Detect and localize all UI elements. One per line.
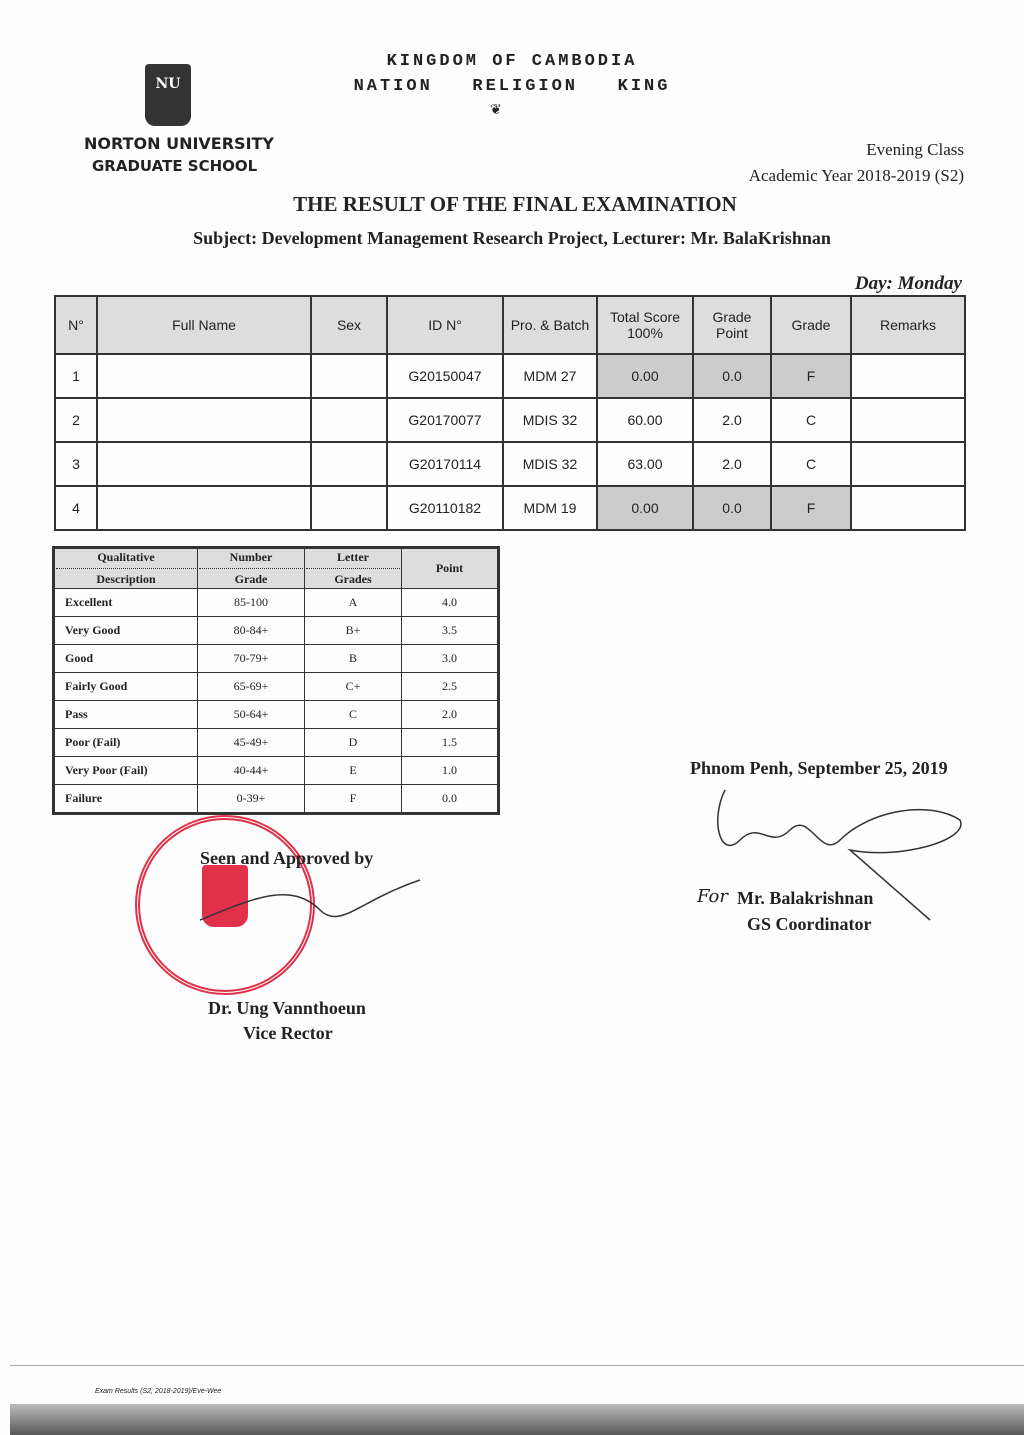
scale-header: Point — [435, 561, 464, 575]
letter-grade-cell: F — [305, 785, 402, 814]
scale-header: Letter — [337, 550, 369, 564]
grade-cell: F — [771, 486, 851, 530]
table-row — [55, 354, 965, 398]
motto: NATION RELIGION KING — [353, 77, 671, 96]
table-row — [55, 486, 965, 530]
grade-point-cell: 2.0 — [693, 442, 771, 486]
letter-grade-cell: D — [305, 729, 402, 757]
col-header: ID N° — [387, 296, 503, 354]
approval-label: Seen and Approved by — [200, 848, 374, 868]
program-batch-cell: MDIS 32 — [503, 398, 597, 442]
student-id-cell: G20150047 — [387, 354, 503, 398]
grade-cell: C — [771, 442, 851, 486]
signer-role: GS Coordinator — [747, 914, 872, 934]
sex-cell — [311, 354, 387, 398]
letter-grade-cell: E — [305, 757, 402, 785]
description-cell: Good — [54, 645, 198, 673]
row-number-cell: 1 — [55, 354, 97, 398]
number-grade-cell: 0-39+ — [198, 785, 305, 814]
letter-grade-cell: C+ — [305, 673, 402, 701]
sex-cell — [311, 486, 387, 530]
exam-day: Day: Monday — [854, 273, 962, 294]
letter-grade-cell: B+ — [305, 617, 402, 645]
scale-row — [54, 701, 499, 729]
point-cell: 1.5 — [402, 729, 499, 757]
full-name-cell — [97, 486, 311, 530]
subject-line: Subject: Development Management Research Project, Lecturer: Mr. BalaKrishnan — [193, 228, 831, 248]
point-cell: 2.5 — [402, 673, 499, 701]
remarks-cell — [851, 398, 965, 442]
signer-name: Mr. Balakrishnan — [737, 888, 874, 908]
number-grade-cell: 70-79+ — [198, 645, 305, 673]
grade-cell: C — [771, 398, 851, 442]
scale-row — [54, 589, 499, 617]
program-batch-cell: MDM 27 — [503, 354, 597, 398]
row-number-cell: 2 — [55, 398, 97, 442]
approver-signature — [190, 860, 430, 940]
description-cell: Poor (Fail) — [54, 729, 198, 757]
total-score-cell: 60.00 — [597, 398, 693, 442]
scan-footer — [10, 1365, 1024, 1435]
grading-scale-table — [52, 546, 500, 815]
approver-name: Dr. Ung Vannthoeun — [208, 998, 366, 1018]
number-grade-cell: 85-100 — [198, 589, 305, 617]
place-date: Phnom Penh, September 25, 2019 — [690, 758, 948, 778]
sex-cell — [311, 398, 387, 442]
full-name-cell — [97, 398, 311, 442]
total-score-cell: 0.00 — [597, 486, 693, 530]
description-cell: Pass — [54, 701, 198, 729]
total-score-cell: 0.00 — [597, 354, 693, 398]
table-row — [55, 442, 965, 486]
grade-point-cell: 0.0 — [693, 354, 771, 398]
scale-header: Number — [229, 550, 273, 564]
program-batch-cell: MDM 19 — [503, 486, 597, 530]
col-header: Pro. & Batch — [503, 296, 597, 354]
ornament-icon: ❦ — [490, 102, 502, 118]
col-header: Grade Point — [693, 296, 771, 354]
point-cell: 1.0 — [402, 757, 499, 785]
full-name-cell — [97, 354, 311, 398]
description-cell: Fairly Good — [54, 673, 198, 701]
student-id-cell: G20170077 — [387, 398, 503, 442]
sex-cell — [311, 442, 387, 486]
remarks-cell — [851, 442, 965, 486]
point-cell: 2.0 — [402, 701, 499, 729]
letter-grade-cell: B — [305, 645, 402, 673]
description-cell: Very Poor (Fail) — [54, 757, 198, 785]
col-header: N° — [55, 296, 97, 354]
col-header: Grade — [771, 296, 851, 354]
approver-role: Vice Rector — [243, 1023, 333, 1043]
footer-text: Exam Results (S2, 2018-2019)/Eve-Wee — [95, 1388, 222, 1395]
number-grade-cell: 80-84+ — [198, 617, 305, 645]
total-score-cell: 63.00 — [597, 442, 693, 486]
results-table — [54, 295, 966, 531]
kingdom-heading: KINGDOM OF CAMBODIA — [386, 52, 638, 71]
table-row — [55, 398, 965, 442]
academic-year: Academic Year 2018-2019 (S2) — [748, 166, 964, 185]
scan-band — [10, 1404, 1024, 1435]
row-number-cell: 3 — [55, 442, 97, 486]
col-header: Sex — [311, 296, 387, 354]
letter-grade-cell: A — [305, 589, 402, 617]
logo-text: NU — [155, 76, 181, 92]
description-cell: Very Good — [54, 617, 198, 645]
row-number-cell: 4 — [55, 486, 97, 530]
scale-row — [54, 785, 499, 814]
grade-point-cell: 0.0 — [693, 486, 771, 530]
remarks-cell — [851, 486, 965, 530]
full-name-cell — [97, 442, 311, 486]
student-id-cell: G20170114 — [387, 442, 503, 486]
scale-header: Description — [56, 568, 196, 587]
point-cell: 4.0 — [402, 589, 499, 617]
number-grade-cell: 45-49+ — [198, 729, 305, 757]
description-cell: Excellent — [54, 589, 198, 617]
col-header: Total Score 100% — [597, 296, 693, 354]
remarks-cell — [851, 354, 965, 398]
grade-point-cell: 2.0 — [693, 398, 771, 442]
scale-row — [54, 617, 499, 645]
document-title: THE RESULT OF THE FINAL EXAMINATION — [293, 192, 737, 216]
university-logo — [145, 64, 191, 126]
point-cell: 3.0 — [402, 645, 499, 673]
results-header-row — [55, 296, 965, 354]
scale-row — [54, 645, 499, 673]
scale-row — [54, 673, 499, 701]
point-cell: 0.0 — [402, 785, 499, 814]
number-grade-cell: 50-64+ — [198, 701, 305, 729]
class-type: Evening Class — [866, 140, 964, 159]
scale-header: Qualitative — [97, 550, 155, 564]
number-grade-cell: 40-44+ — [198, 757, 305, 785]
scale-header: Grade — [199, 568, 303, 587]
number-grade-cell: 65-69+ — [198, 673, 305, 701]
scale-row — [54, 729, 499, 757]
letter-grade-cell: C — [305, 701, 402, 729]
signer-prefix: For — [697, 886, 728, 907]
program-batch-cell: MDIS 32 — [503, 442, 597, 486]
col-header: Full Name — [97, 296, 311, 354]
scale-header-row — [54, 548, 499, 589]
scale-header: Grades — [306, 568, 400, 587]
school-name: GRADUATE SCHOOL — [92, 157, 258, 175]
university-name: NORTON UNIVERSITY — [84, 134, 275, 153]
student-id-cell: G20110182 — [387, 486, 503, 530]
grade-cell: F — [771, 354, 851, 398]
col-header: Remarks — [851, 296, 965, 354]
point-cell: 3.5 — [402, 617, 499, 645]
scale-row — [54, 757, 499, 785]
description-cell: Failure — [54, 785, 198, 814]
